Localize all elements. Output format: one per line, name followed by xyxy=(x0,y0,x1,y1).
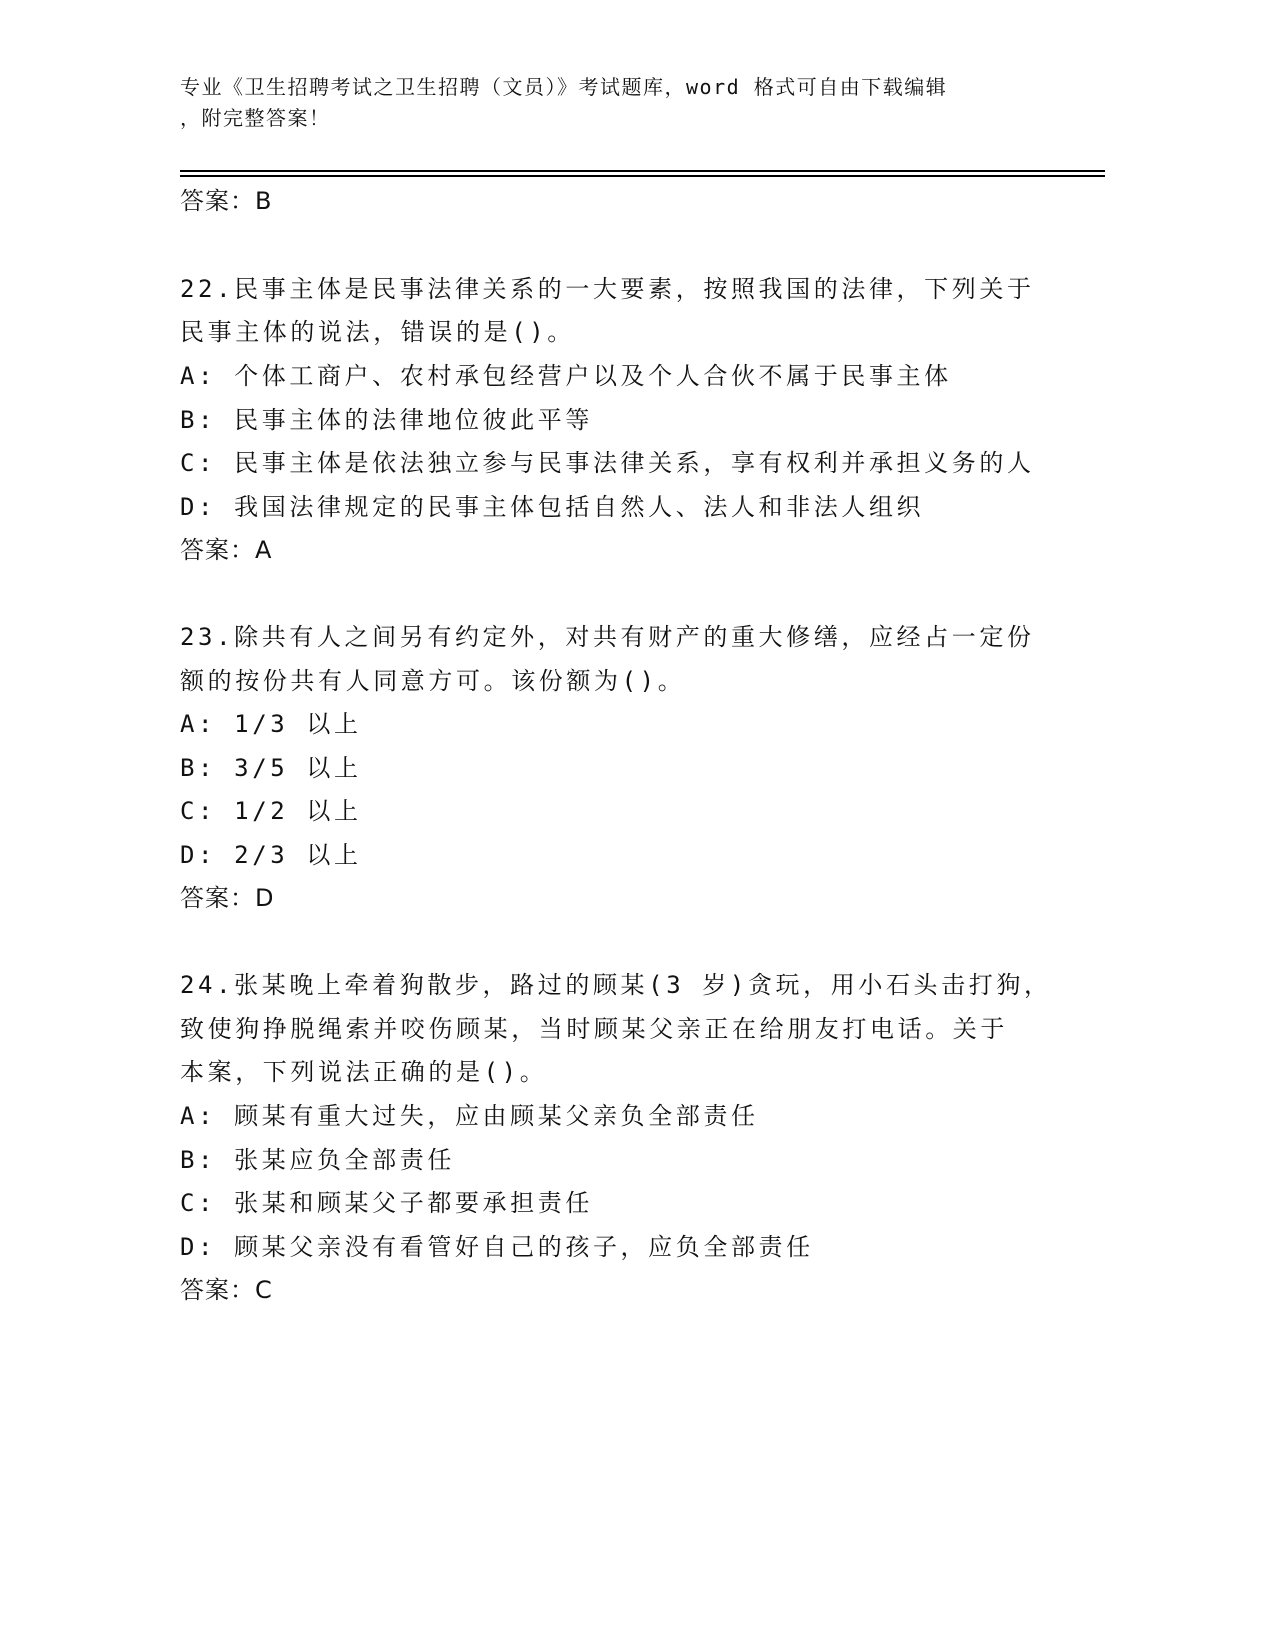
header-line: ，附完整答案！ xyxy=(180,106,331,130)
option-a: A: 顾某有重大过失，应由顾某父亲负全部责任 xyxy=(180,1102,759,1130)
answer: 答案：B xyxy=(180,187,273,215)
question-text: 致使狗挣脱绳索并咬伤顾某，当时顾某父亲正在给朋友打电话。关于 xyxy=(180,1015,1008,1043)
option-b: B: 张某应负全部责任 xyxy=(180,1146,455,1174)
answer: 答案：A xyxy=(180,536,273,564)
question-text: 本案，下列说法正确的是()。 xyxy=(180,1058,548,1086)
header-line: 专业《卫生招聘考试之卫生招聘（文员）》考试题库，word 格式可自由下载编辑 xyxy=(180,75,948,99)
option-a: A: 1/3 以上 xyxy=(180,710,362,738)
option-b: B: 民事主体的法律地位彼此平等 xyxy=(180,406,593,434)
header-divider xyxy=(180,175,1105,177)
question-text: 民事主体的说法，错误的是()。 xyxy=(180,318,575,346)
question-text: 23.除共有人之间另有约定外，对共有财产的重大修缮，应经占一定份 xyxy=(180,623,1035,651)
option-c: C: 张某和顾某父子都要承担责任 xyxy=(180,1189,593,1217)
header-divider xyxy=(180,170,1105,172)
option-d: D: 我国法律规定的民事主体包括自然人、法人和非法人组织 xyxy=(180,493,925,521)
answer: 答案：D xyxy=(180,884,275,912)
option-c: C: 1/2 以上 xyxy=(180,797,362,825)
question-text: 额的按份共有人同意方可。该份额为()。 xyxy=(180,667,686,695)
question-text: 24.张某晚上牵着狗散步，路过的顾某(3 岁)贪玩，用小石头击打狗， xyxy=(180,971,1052,999)
option-b: B: 3/5 以上 xyxy=(180,754,362,782)
option-c: C: 民事主体是依法独立参与民事法律关系，享有权利并承担义务的人 xyxy=(180,449,1035,477)
question-text: 22.民事主体是民事法律关系的一大要素，按照我国的法律，下列关于 xyxy=(180,275,1035,303)
option-a: A: 个体工商户、农村承包经营户以及个人合伙不属于民事主体 xyxy=(180,362,952,390)
option-d: D: 顾某父亲没有看管好自己的孩子，应负全部责任 xyxy=(180,1233,814,1261)
answer: 答案：C xyxy=(180,1276,273,1304)
option-d: D: 2/3 以上 xyxy=(180,841,362,869)
